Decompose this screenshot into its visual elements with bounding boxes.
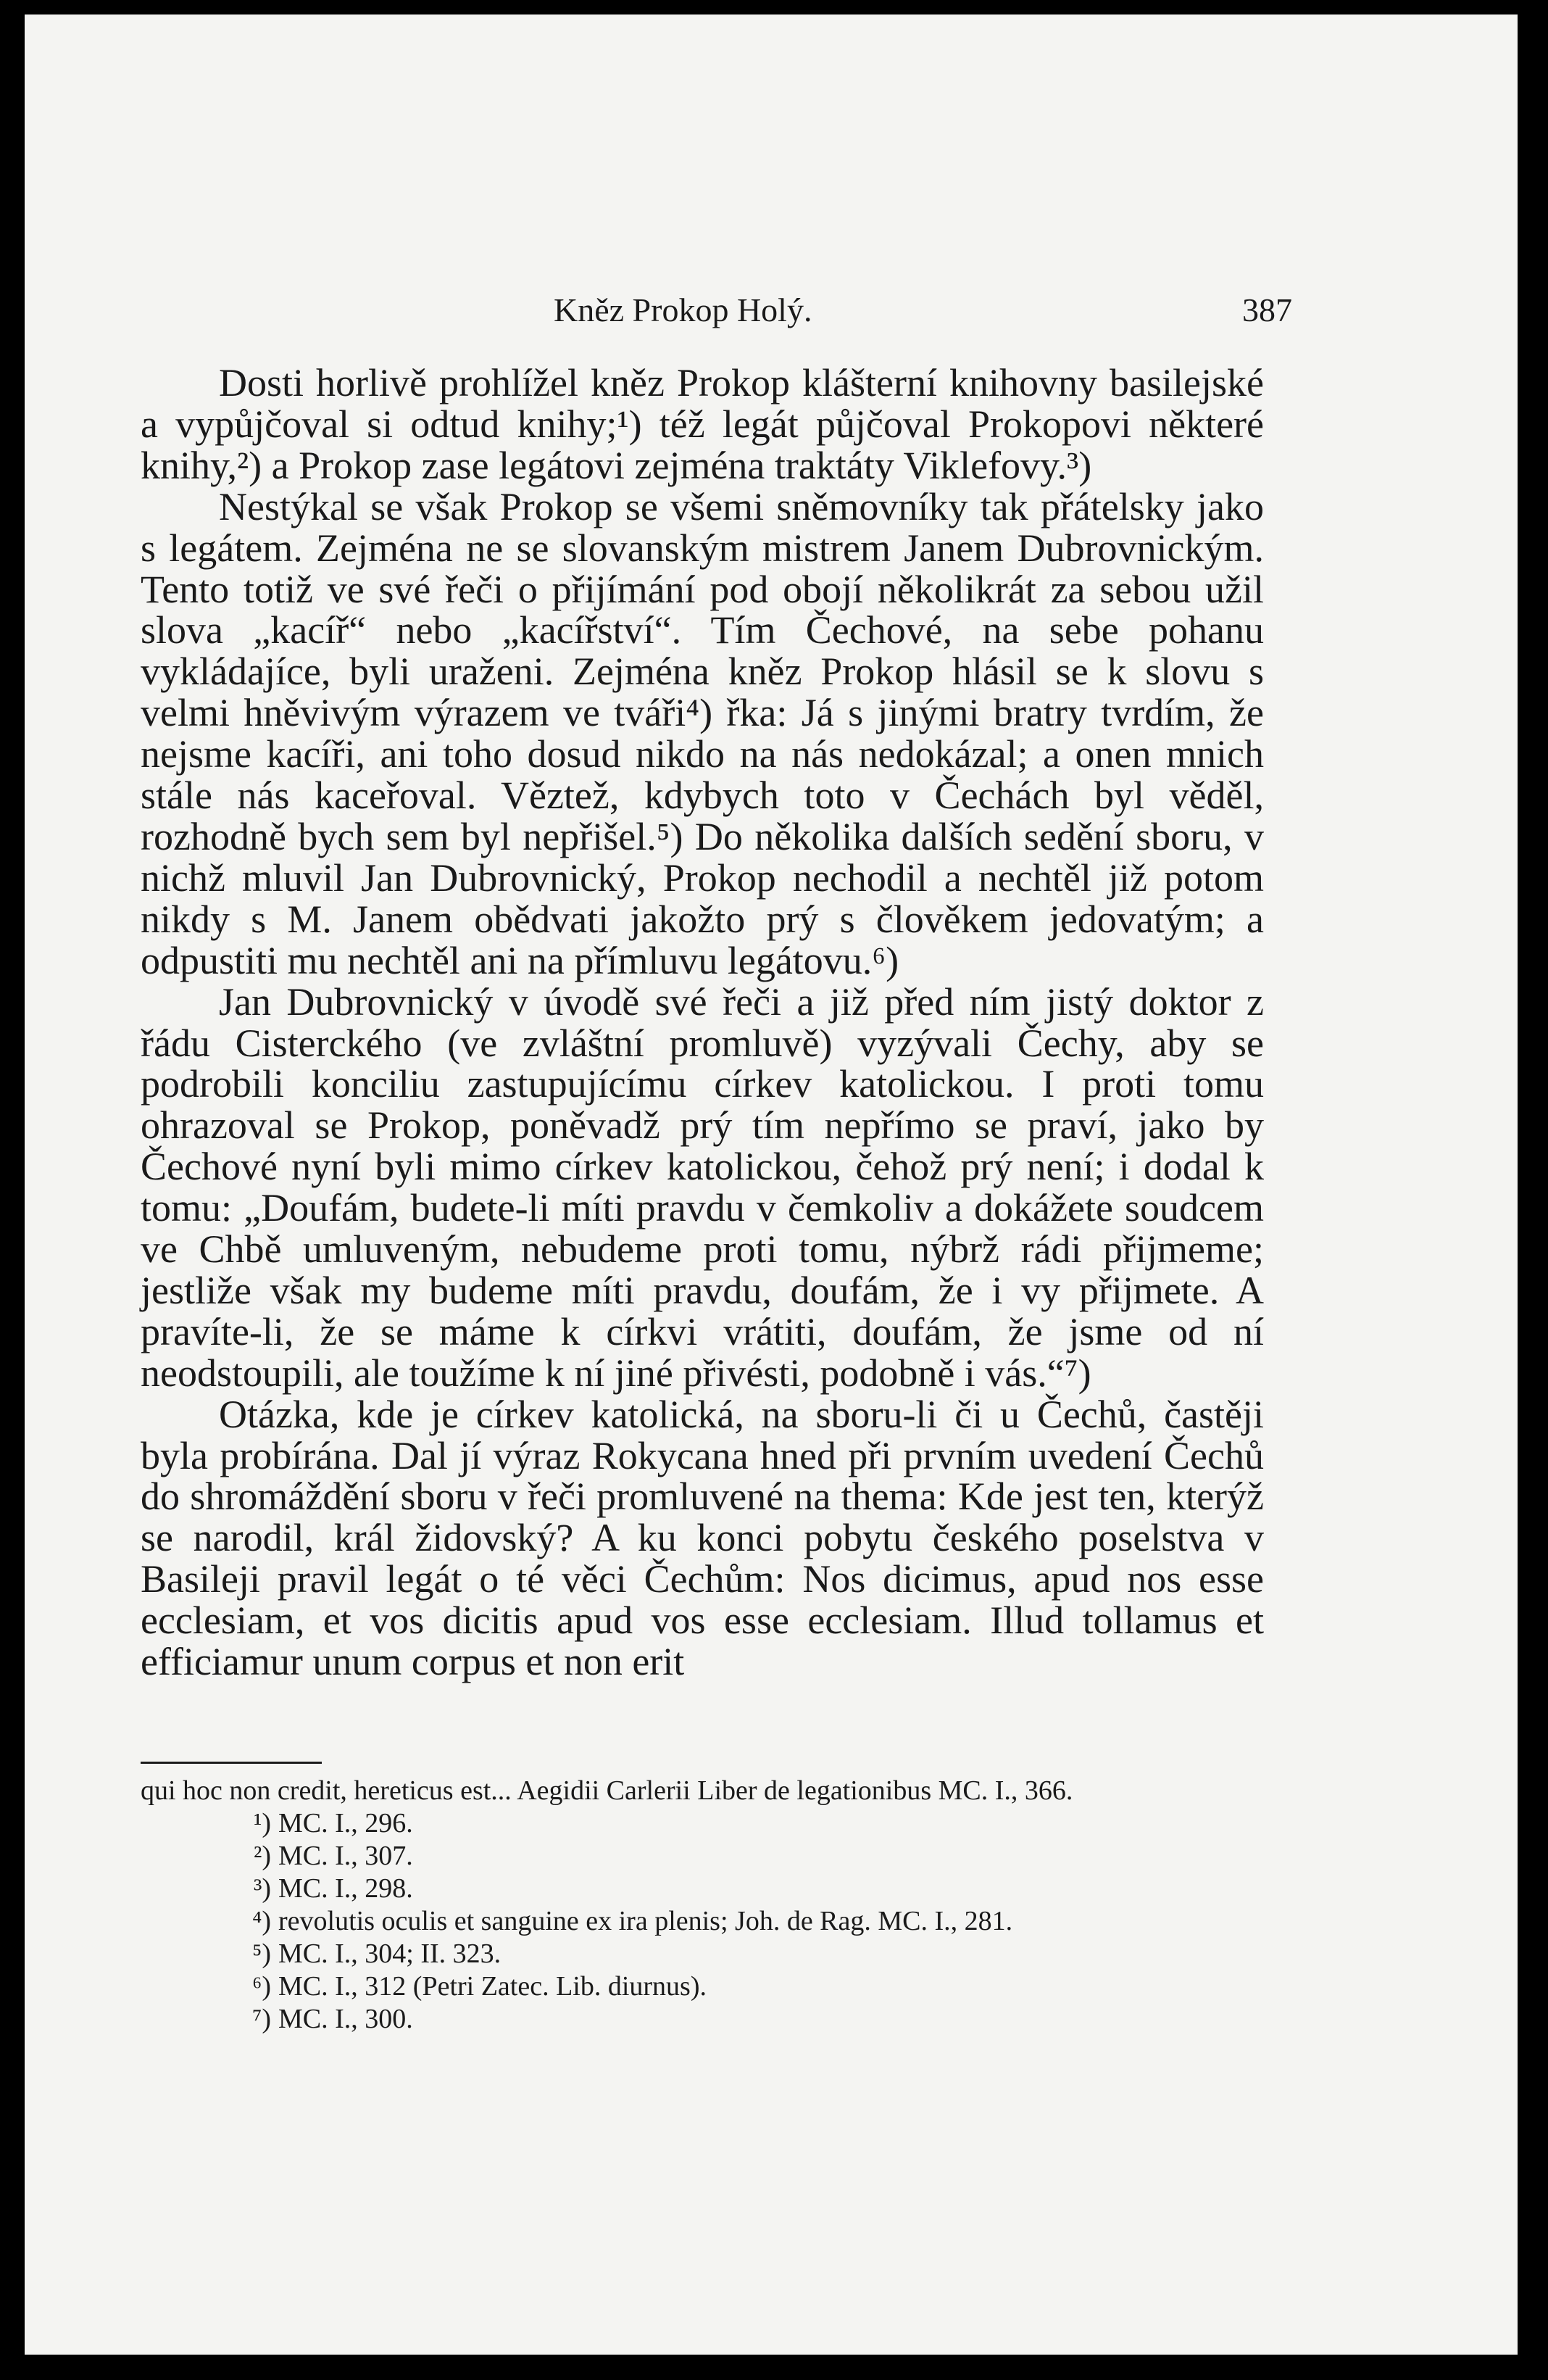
footnote-mark: ³) [253, 1873, 271, 1904]
footnote-6 [141, 1970, 1264, 2003]
footnote-separator [141, 1762, 322, 1764]
footnote-text: MC. I., 312 (Petri Zatec. Lib. diurnus). [278, 1971, 707, 2002]
paragraph-4: Otázka, kde je církev katolická, na sboru-li či u Čechů, častěji byla probírána. Dal jí výraz Rokycana hned při prvním uvedení Čechů do shromáždění sboru v řeči promluvené na thema: Kde jest ten, kterýž se narodil, král židovský? A ku konci pobytu českého poselstva v Basileji pravil legát o té věci Čechům: Nos dicimus, apud nos esse ecclesiam, et vos dicitis apud vos esse ecclesiam. Illud tollamus et efficiamur unum corpus et non erit [141, 1392, 1264, 1684]
book-page [25, 14, 1518, 2355]
footnote-continuation: qui hoc non credit, hereticus est... Aegidii Carlerii Liber de legationibus MC. I., 366. [141, 1775, 1073, 1806]
footnote-mark: ⁷) [252, 2004, 271, 2034]
footnote-text: MC. I., 298. [278, 1873, 413, 1904]
footnote-text: MC. I., 300. [278, 2004, 413, 2034]
footnote-mark: ⁶) [252, 1971, 271, 2002]
footnote-text: MC. I., 304; II. 323. [278, 1939, 502, 1969]
main-text [141, 362, 1264, 1683]
footnote-7 [141, 2003, 1264, 2036]
footnote-mark: ⁴) [252, 1906, 271, 1936]
paragraph-1: Dosti horlivě prohlížel kněz Prokop klášterní knihovny basilejské a vypůjčoval si odtud knihy;¹) též legát půjčoval Prokopovi některé knihy,²) a Prokop zase legátovi zejména traktáty Viklefovy.³) [141, 361, 1264, 487]
footnote-text: revolutis oculis et sanguine ex ira plenis; Joh. de Rag. MC. I., 281. [278, 1906, 1013, 1936]
footnote-mark: ⁵) [252, 1939, 271, 1969]
page-number: 387 [1242, 291, 1292, 328]
footnotes [141, 1775, 1264, 2036]
running-head-title: Kněz Prokop Holý. [554, 291, 812, 328]
footnote-4 [141, 1905, 1264, 1938]
footnote-text: MC. I., 296. [278, 1808, 413, 1838]
footnote-2 [141, 1840, 1264, 1873]
footnote-5 [141, 1938, 1264, 1970]
running-head [25, 289, 1518, 332]
footnote-text: MC. I., 307. [278, 1841, 413, 1871]
footnote-mark: ¹) [253, 1808, 271, 1838]
paragraph-3: Jan Dubrovnický v úvodě své řeči a již před ním jistý doktor z řádu Cisterckého (ve zvláštní promluvě) vyzývali Čechy, aby se podrobili konciliu zastupujícímu církev katolickou. I proti tomu ohrazoval se Prokop, poněvadž prý tím nepřímo se praví, jako by Čechové nyní byli mimo církev katolickou, čehož prý není; i dodal k tomu: „Doufám, budete-li míti pravdu v čemkoliv a dokážete soudcem ve Chbě umluveným, nebudeme proti tomu, nýbrž rádi přijmeme; jestliže však my budeme míti pravdu, doufám, že i vy přijmete. A pravíte-li, že se máme k církvi vrátiti, doufám, že jsme od ní neodstoupili, ale toužíme k ní jiné přivésti, podobně i vás.“⁷) [141, 979, 1264, 1395]
paragraph-2: Nestýkal se však Prokop se všemi sněmovníky tak přátelsky jako s legátem. Zejména ne se slovanským mistrem Janem Dubrovnickým. Tento totiž ve své řeči o přijímání pod obojí několikrát za sebou užil slova „kacíř“ nebo „kacířství“. Tím Čechové, na sebe pohanu vykládajíce, byli uraženi. Zejména kněz Prokop hlásil se k slovu s velmi hněvivým výrazem ve tváři⁴) řka: Já s jinými bratry tvrdím, že nejsme kacíři, ani toho dosud nikdo na nás nedokázal; a onen mnich stále nás kaceřoval. Věztež, kdybych toto v Čechách byl věděl, rozhodně bych sem byl nepřišel.⁵) Do několika dalších sedění sboru, v nichž mluvil Jan Dubrovnický, Prokop nechodil a nechtěl již potom nikdy s M. Janem obědvati jakožto prý s člověkem jedovatým; a odpustiti mu nechtěl ani na přímluvu legátovu.⁶) [141, 484, 1264, 982]
footnote-1 [141, 1807, 1264, 1840]
footnote-3 [141, 1873, 1264, 1905]
footnote-mark: ²) [253, 1841, 271, 1871]
